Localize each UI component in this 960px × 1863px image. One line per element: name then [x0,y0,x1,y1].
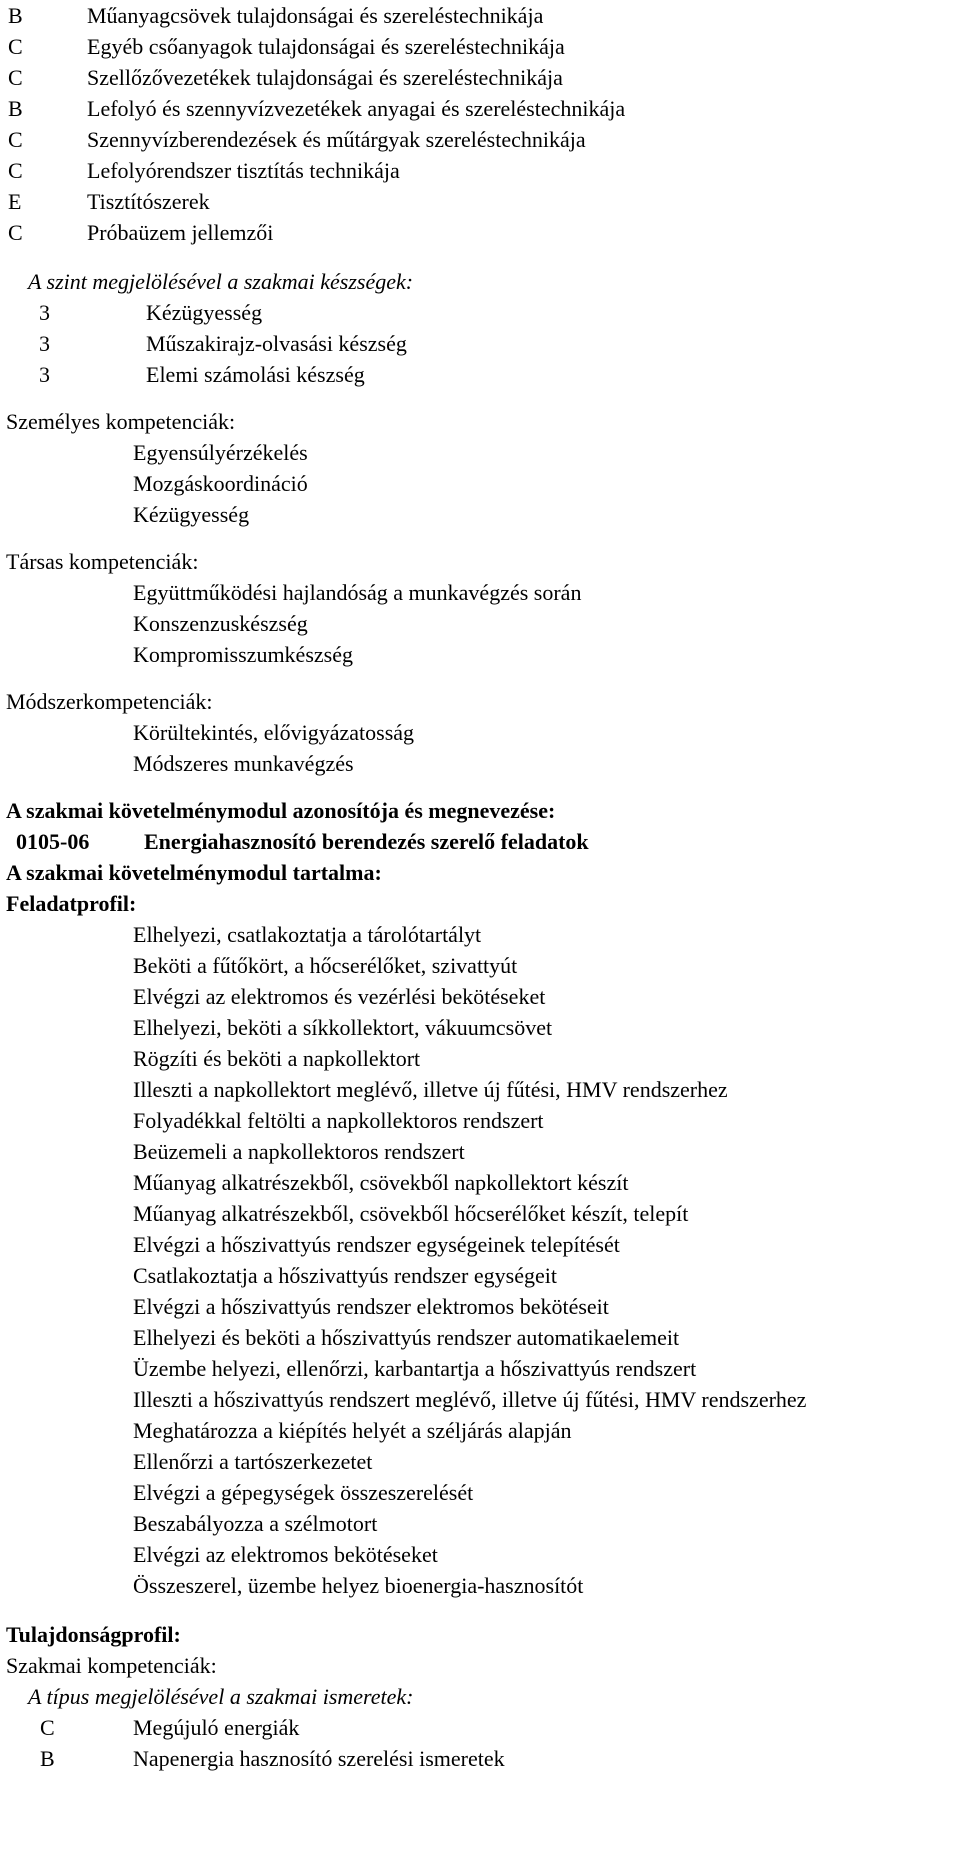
item-text: Lefolyórendszer tisztítás technikája [87,158,400,183]
item-text: Szellőzővezetékek tulajdonságai és szereléstechnikája [87,65,563,90]
list-item: Módszeres munkavégzés [133,751,354,776]
list-item: Elvégzi a hőszivattyús rendszer elektromos bekötéseit [133,1294,609,1319]
list-item: Folyadékkal feltölti a napkollektoros rendszert [133,1108,544,1133]
type-code: C [8,220,23,245]
list-item [6,328,960,359]
list-item [6,124,960,155]
type-code: E [8,189,22,214]
list-item: Elvégzi az elektromos bekötéseket [133,1542,438,1567]
list-item: Illeszti a napkollektort meglévő, illetve új fűtési, HMV rendszerhez [133,1077,728,1102]
professional-competences-heading: Szakmai kompetenciák: [6,1653,217,1678]
item-text: Lefolyó és szennyvízvezetékek anyagai és szereléstechnikája [87,96,626,121]
property-profile-heading: Tulajdonságprofil: [6,1622,181,1647]
list-item: Körültekintés, elővigyázatosság [133,720,415,745]
method-competences-heading: Módszerkompetenciák: [6,689,213,714]
list-item: Üzembe helyezi, ellenőrzi, karbantartja a hőszivattyús rendszert [133,1356,697,1381]
list-item: Csatlakoztatja a hőszivattyús rendszer egységeit [133,1263,557,1288]
personal-competences-heading: Személyes kompetenciák: [6,409,236,434]
list-item: Elhelyezi, beköti a síkkollektort, vákuumcsövet [133,1015,553,1040]
task-list [6,919,960,1601]
list-item: Beszabályozza a szélmotort [133,1511,378,1536]
type-code: B [40,1746,55,1771]
list-item [6,359,960,390]
list-item: Műanyag alkatrészekből, csövekből napkollektort készít [133,1170,629,1195]
list-item [6,186,960,217]
list-item: Elvégzi a gépegységek összeszerelését [133,1480,474,1505]
type-code: C [40,1715,55,1740]
item-text: Napenergia hasznosító szerelési ismeretek [133,1746,505,1771]
skills-list [6,297,960,390]
type-code: C [8,65,23,90]
type-code: B [8,3,23,28]
item-text: Egyéb csőanyagok tulajdonságai és szereléstechnikája [87,34,565,59]
task-profile-heading: Feladatprofil: [6,891,137,916]
list-item [6,93,960,124]
list-item: Beköti a fűtőkört, a hőcserélőket, szivattyút [133,953,518,978]
list-item: Kompromisszumkészség [133,642,353,667]
knowledge-list [6,1712,960,1774]
list-item: Műanyag alkatrészekből, csövekből hőcserélőket készít, telepít [133,1201,689,1226]
list-item: Konszenzuskészség [133,611,308,636]
list-item: Összeszerel, üzembe helyez bioenergia-hasznosítót [133,1573,584,1598]
list-item [6,31,960,62]
knowledge-heading: A típus megjelölésével a szakmai ismeretek: [28,1684,414,1709]
list-item [6,62,960,93]
item-text: Műszakirajz-olvasási készség [146,331,407,356]
skill-level: 3 [39,362,50,387]
list-item: Elvégzi az elektromos és vezérlési bekötéseket [133,984,546,1009]
list-item: Elhelyezi, csatlakoztatja a tárolótartályt [133,922,482,947]
module-content-heading: A szakmai követelménymodul tartalma: [6,860,382,885]
item-text: Próbaüzem jellemzői [87,220,274,245]
item-text: Tisztítószerek [87,189,210,214]
list-item: Meghatározza a kiépítés helyét a széljárás alapján [133,1418,572,1443]
list-item [6,1712,960,1743]
list-item: Elvégzi a hőszivattyús rendszer egységeinek telepítését [133,1232,620,1257]
skills-heading: A szint megjelölésével a szakmai készségek: [28,269,414,294]
list-item [6,155,960,186]
list-item: Rögzíti és beköti a napkollektort [133,1046,421,1071]
skill-level: 3 [39,331,50,356]
social-competences-heading: Társas kompetenciák: [6,549,199,574]
list-item [6,0,960,31]
type-code: C [8,127,23,152]
module-id-heading: A szakmai követelménymodul azonosítója és megnevezése: [6,798,556,823]
list-item: Kézügyesség [133,502,250,527]
item-text: Kézügyesség [146,300,263,325]
type-code: C [8,34,23,59]
list-item: Beüzemeli a napkollektoros rendszert [133,1139,465,1164]
type-code: B [8,96,23,121]
item-text: Műanyagcsövek tulajdonságai és szereléstechnikája [87,3,544,28]
module-id: 0105-06 [16,829,90,854]
module-name: Energiahasznosító berendezés szerelő feladatok [144,829,589,854]
list-item: Mozgáskoordináció [133,471,308,496]
module-id-line [6,826,960,857]
list-item: Együttműködési hajlandóság a munkavégzés során [133,580,582,605]
list-item [6,217,960,248]
item-text: Szennyvízberendezések és műtárgyak szereléstechnikája [87,127,586,152]
top-knowledge-list [6,0,960,248]
list-item: Egyensúlyérzékelés [133,440,308,465]
list-item: Illeszti a hőszivattyús rendszert meglévő, illetve új fűtési, HMV rendszerhez [133,1387,807,1412]
item-text: Megújuló energiák [133,1715,300,1740]
list-item: Elhelyezi és beköti a hőszivattyús rendszer automatikaelemeit [133,1325,680,1350]
item-text: Elemi számolási készség [146,362,365,387]
list-item [6,297,960,328]
type-code: C [8,158,23,183]
list-item: Ellenőrzi a tartószerkezetet [133,1449,373,1474]
list-item [6,1743,960,1774]
skill-level: 3 [39,300,50,325]
